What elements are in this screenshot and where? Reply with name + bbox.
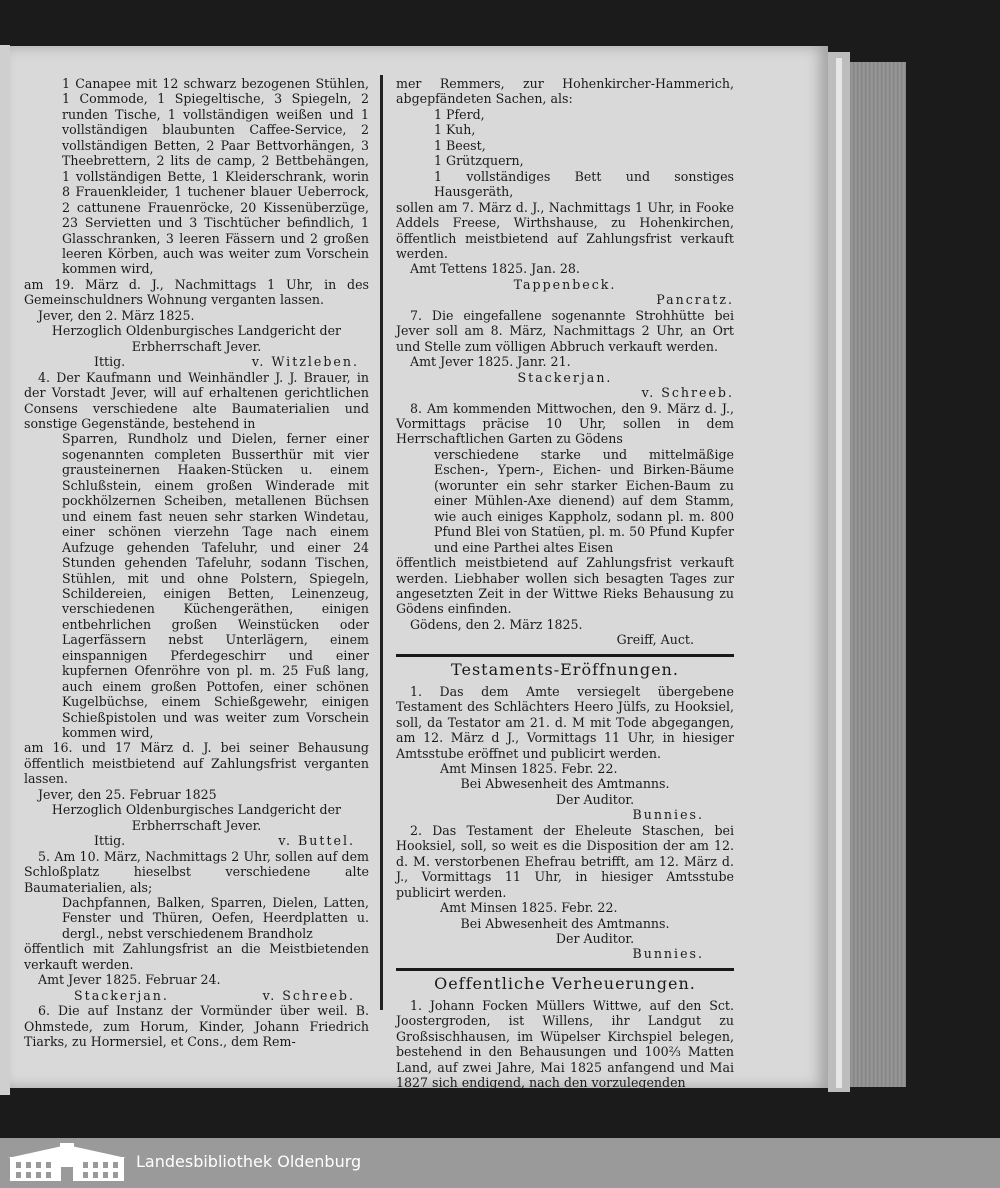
library-name: Landesbibliothek Oldenburg — [136, 1152, 362, 1171]
list-item: 1 Beest, — [434, 137, 486, 153]
place-date: Jever, den 25. Februar 1825 — [38, 786, 217, 802]
court-name: Herzoglich Oldenburgisches Landgericht der Erbherrschaft Jever. — [51, 802, 342, 833]
signature: Ittig. — [94, 833, 126, 849]
signature-row — [24, 833, 369, 848]
auction-date: am 19. März d. J., Nachmittags 1 Uhr, in des Gemeinschuldners Wohnung verganten lassen. — [24, 276, 369, 308]
book-pages-stack — [850, 62, 906, 1087]
signature: Stackerjan. — [74, 987, 169, 1003]
signature: Bunnies. — [632, 946, 704, 962]
signature-line: Der Auditor. — [555, 791, 635, 807]
sale-text: öffentlich meistbietend auf Zahlungsfrist verkauft werden. Liebhaber wollen sich besagten Tages zur angesetzten Zeit in der Wittwe Rieks Behausung zu Gödens einfinden. — [396, 555, 734, 617]
signature-row — [24, 988, 369, 1003]
signature: Stackerjan. — [517, 369, 613, 385]
sale-text: sollen am 7. März d. J., Nachmittags 1 Uhr, in Fooke Addels Freese, Wirthshause, zu Hohenkirchen, öffentlich meistbietend auf Zahlungsfrist verkauft werden. — [396, 199, 734, 261]
place-date: Amt Minsen 1825. Febr. 22. — [440, 761, 618, 777]
signature: v. Witzleben. — [251, 354, 359, 370]
signature: v. Buttel. — [278, 833, 355, 849]
materials-list: Sparren, Rundholz und Dielen, ferner einer sogenannten completen Busserthür mit vier grausteinernen Haaken-Stücken u. einem Schlußstein, einem großen Winderade mit pockhölzernen Scheiben, metallenen Büchsen und einem fast neuen sehr starken Windetau, einer schönen vierzehn Tage nach einem Aufzuge gehenden Tafeluhr, und einer 24 Stunden gehenden Tafeluhr, sodann Tischen, Stühlen, mit und ohne Polstern, Spiegeln, Schildereien, einigen Betten, Leinenzeug, verschiedenen Küchengeräthen, einigen entbehrlichen großen Weinstücken oder Lagerfässern nebst Unterlägern, einem einspannigen Pferdegeschirr und einer kupfernen Ofenröhre von pl. m. 25 Fuß lang, auch einem großen Pottofen, einer schönen Kugelbüchse, einem Schießgewehr, einigen Schießpistolen und was weiter zum Vorschein kommen wird, — [62, 431, 369, 741]
list-item: 1 vollständiges Bett und sonstiges Hausgeräth, — [434, 168, 734, 200]
list-item: 1 Grützquern, — [434, 153, 524, 169]
list-item: 1 Kuh, — [434, 122, 476, 138]
library-building-icon — [8, 1143, 126, 1183]
notice-5: 5. Am 10. März, Nachmittags 2 Uhr, sollen auf dem Schloßplatz hieselbst verschiedene alte Baumaterialien, als; — [24, 848, 369, 895]
place-date: Amt Minsen 1825. Febr. 22. — [440, 900, 618, 916]
materials-list: Dachpfannen, Balken, Sparren, Dielen, Latten, Fenster und Thüren, Oefen, Heerdplatten u. dergl., nebst verschiedenem Brandholz — [62, 895, 369, 941]
court-name: Herzoglich Oldenburgisches Landgericht der Erbherrschaft Jever. — [51, 323, 342, 354]
page-edge-highlight — [836, 58, 842, 1088]
place-date: Gödens, den 2. März 1825. — [410, 616, 583, 632]
place-date: Amt Tettens 1825. Jan. 28. — [410, 261, 580, 277]
section-heading: Oeffentliche Verheuerungen. — [396, 968, 734, 994]
signature: v. Schreeb. — [262, 987, 355, 1003]
place-date: Amt Jever 1825. Janr. 21. — [410, 354, 571, 370]
signature: Ittig. — [94, 354, 126, 370]
signature: Bunnies. — [632, 807, 704, 823]
signature: Tappenbeck. — [513, 276, 617, 292]
notice-6-continued: mer Remmers, zur Hohenkircher-Hammerich, abgepfändeten Sachen, als: — [396, 76, 734, 107]
list-item: 1 Pferd, — [434, 106, 485, 122]
testament-notice-2: 2. Das Testament der Eheleute Staschen, bei Hooksiel, soll, so weit es die Disposition der am 12. d. M. verstorbenen Ehefrau betrifft, am 12. März d. J., Vormittags 11 Uhr, in hiesiger Amtsstube publicirt werden. — [396, 822, 734, 900]
signature: Pancratz. — [656, 292, 734, 308]
left-column — [24, 76, 369, 1050]
notice-7: 7. Die eingefallene sogenannte Strohhütte bei Jever soll am 8. März, Nachmittags 2 Uhr, an Ort und Stelle zum völligen Abbruch verkauft werden. — [396, 307, 734, 354]
place-date: Jever, den 2. März 1825. — [38, 307, 195, 323]
goods-list: verschiedene starke und mittelmäßige Eschen-, Ypern-, Eichen- und Birken-Bäume (worunter ein sehr starker Eichen-Baum zu einer Mühlen-Axe dienend) auf dem Stamm, wie auch einiges Kappholz, sodann pl. m. 800 Pfund Blei von Statüen, pl. m. 50 Pfund Kupfer und eine Parthei altes Eisen — [434, 446, 734, 555]
signature-line: Der Auditor. — [555, 931, 635, 947]
lease-notice-1: 1. Johann Focken Müllers Wittwe, auf den Sct. Joostergroden, ist Willens, ihr Landgut zu Großsischhausen, im Wüpelser Kirchspiel belegen, bestehend in den Behausungen und 100⅔ Matten Land, auf zwei Jahre, Mai 1825 anfangend und Mai 1827 sich endigend, nach den vorzulegenden — [396, 997, 734, 1091]
footer-bar — [0, 1138, 1000, 1188]
notice-6: 6. Die auf Instanz der Vormünder über weil. B. Ohmstede, zum Horum, Kinder, Johann Friedrich Tiarks, zu Hormersiel, et Cons., dem Rem- — [24, 1003, 369, 1050]
notice-4: 4. Der Kaufmann und Weinhändler J. J. Brauer, in der Vorstadt Jever, will auf erhaltenen gerichtlichen Consens verschiedene alte Baumaterialien und sonstige Gegenstände, bestehend in — [24, 369, 369, 431]
column-rule — [380, 75, 383, 1010]
notice-8: 8. Am kommenden Mittwochen, den 9. März d. J., Vormittags präcise 10 Uhr, sollen in dem Herrschaftlichen Garten zu Gödens — [396, 400, 734, 447]
signature-line: Bei Abwesenheit des Amtmanns. — [460, 915, 670, 931]
furniture-list: 1 Canapee mit 12 schwarz bezogenen Stühlen, 1 Commode, 1 Spiegeltische, 3 Spiegeln, 2 runden Tische, 1 vollständigen weißen und 1 vollständigen blaubunten Caffee-Service, 2 vollständigen Betten, 2 Paar Bettvorhängen, 3 Theebrettern, 2 lits de camp, 2 Bettbehängen, 1 vollständigen Bette, 1 Kleiderschrank, worin 8 Frauenkleider, 1 tuchener blauer Ueberrock, 2 cattunene Frauenröcke, 20 Kissenüberzüge, 23 Servietten und 3 Tischtücher befindlich, 1 Glasschranken, 3 leeren Fässern und 2 großen leeren Körben, auch was weiter zum Vorschein kommen wird, — [62, 76, 369, 277]
auction-date: am 16. und 17 März d. J. bei seiner Behausung öffentlich meistbietend auf Zahlungsfrist verganten lassen. — [24, 740, 369, 787]
sale-text: öffentlich mit Zahlungsfrist an die Meistbietenden verkauft werden. — [24, 941, 369, 972]
place-date: Amt Jever 1825. Februar 24. — [38, 972, 221, 988]
section-heading: Testaments-Eröffnungen. — [396, 654, 734, 680]
right-column — [396, 76, 734, 1091]
testament-notice-1: 1. Das dem Amte versiegelt übergebene Testament des Schlächters Heero Jülfs, zu Hooksiel, soll, da Testator am 21. d. M mit Tode abgegangen, am 12. März d J., Vormittags 11 Uhr, in hiesiger Amtsstube eröffnet und publicirt werden. — [396, 683, 734, 761]
signature-row — [24, 354, 369, 369]
signature-line: Bei Abwesenheit des Amtmanns. — [460, 776, 670, 792]
signature: v. Schreeb. — [641, 385, 734, 401]
signature: Greiff, Auct. — [616, 632, 694, 648]
book-gutter — [0, 45, 10, 1095]
